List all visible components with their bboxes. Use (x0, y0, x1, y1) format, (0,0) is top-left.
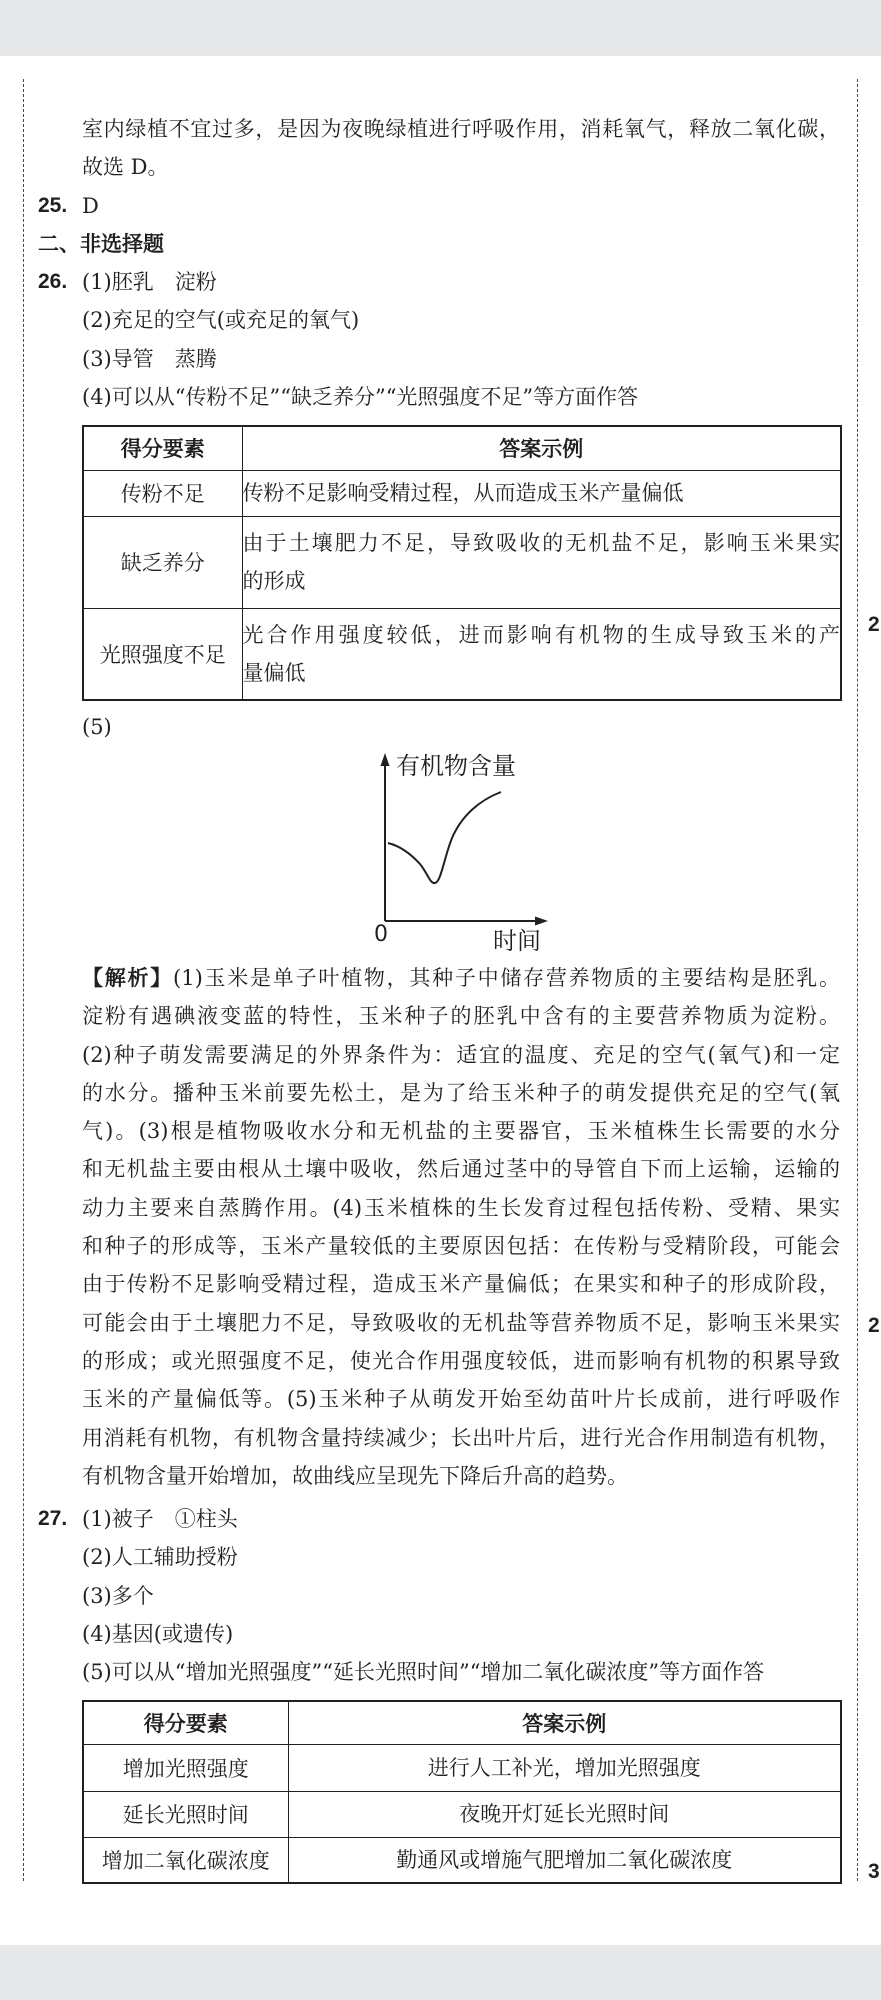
table-cell-line: 传粉不足影响受精过程，从而造成玉米产量偏低 (242, 481, 684, 505)
analysis-line: 玉米的产量偏低等。(5)玉米种子从萌发开始至幼苗叶片长成前，进行呼吸作 (82, 1387, 840, 1412)
graph-y-label: 有机物含量 (396, 752, 516, 780)
analysis-line (82, 959, 840, 997)
table-row (83, 608, 841, 700)
analysis-line-text: (1)玉米是单子叶植物，其种子中储存营养物质的主要结构是胚乳。 (173, 966, 840, 990)
answer-text: (5)可以从“增加光照强度”“延长光照时间”“增加二氧化碳浓度”等方面作答 (82, 1660, 765, 1685)
analysis-line: 气)。(3)根是植物吸收水分和无机盐的主要器官，玉米植株生长需要的水分 (82, 1119, 840, 1144)
table-header: 答案示例 (288, 1701, 841, 1744)
analysis-line: 和无机盐主要由根从土壤中吸收，然后通过茎中的导管自下而上运输，运输的 (82, 1157, 840, 1182)
analysis-line: 用消耗有机物，有机物含量持续减少；长出叶片后，进行光合作用制造有机物， (82, 1425, 840, 1450)
answer-text: D (82, 193, 99, 218)
right-column-divider (857, 79, 858, 1881)
left-column-divider (23, 79, 24, 1881)
answer-text: (3)导管 蒸腾 (82, 346, 217, 371)
table-cell-example: 勤通风或增施气肥增加二氧化碳浓度 (288, 1837, 841, 1883)
intro-text: 故选 D。 (82, 155, 169, 180)
section-heading (38, 225, 840, 263)
question-number: 26. (38, 270, 68, 294)
answer-text: (1)胚乳 淀粉 (82, 270, 217, 295)
scoring-table-27 (82, 1700, 842, 1884)
part-label: (5) (82, 715, 112, 739)
graph-origin-label: 0 (374, 922, 388, 947)
table-header: 答案示例 (242, 426, 841, 470)
edge-fragment: 3 (868, 1860, 880, 1883)
table-header: 得分要素 (83, 426, 242, 470)
table-header-row (83, 1701, 841, 1744)
answer-text: (4)可以从“传粉不足”“缺乏养分”“光照强度不足”等方面作答 (82, 385, 639, 410)
table-cell-factor: 增加二氧化碳浓度 (83, 1837, 288, 1883)
table-row (83, 1744, 841, 1791)
table-cell-line: 量偏低 (242, 660, 306, 685)
table-cell-line: 光合作用强度较低，进而影响有机物的生成导致玉米的产 (242, 622, 840, 647)
analysis-line: 可能会由于土壤肥力不足，导致吸收的无机盐等营养物质不足，影响玉米果实 (82, 1310, 840, 1335)
x-axis-arrow-icon (535, 917, 548, 926)
table-cell-factor: 延长光照时间 (83, 1791, 288, 1837)
analysis-line: 的形成；或光照强度不足，使光合作用强度较低，进而影响有机物的积累导致 (82, 1348, 840, 1373)
question-26-part (38, 263, 840, 301)
question-25 (38, 187, 840, 225)
analysis-line: 由于传粉不足影响受精过程，造成玉米产量偏低；在果实和种子的形成阶段， (82, 1272, 840, 1297)
table-cell-line: 的形成 (242, 569, 306, 593)
scoring-table-26 (82, 425, 842, 701)
question-27-part (38, 1615, 840, 1653)
question-number: 27. (38, 1507, 68, 1530)
table-cell-line: 由于土壤肥力不足，导致吸收的无机盐不足，影响玉米果实 (242, 531, 840, 555)
table-cell-example (242, 516, 841, 608)
answer-block-top (38, 110, 840, 416)
table-cell-example (242, 470, 841, 516)
analysis-tag: 【解析】 (82, 965, 174, 990)
analysis-line: 的水分。播种玉米前要先松土，是为了给玉米种子的萌发提供充足的空气(氧 (82, 1080, 840, 1105)
edge-fragment: 2 (868, 613, 880, 636)
question-27-part (38, 1653, 840, 1691)
analysis-line: 和种子的形成等，玉米产量较低的主要原因包括：在传粉与受精阶段，可能会 (82, 1234, 840, 1259)
table-row (83, 470, 841, 516)
part-5-label-block (82, 708, 182, 746)
analysis-line: 动力主要来自蒸腾作用。(4)玉米植株的生长发育过程包括传粉、受精、果实 (82, 1195, 840, 1220)
table-header-row (83, 426, 841, 470)
table-header: 得分要素 (83, 1701, 288, 1744)
bottom-scan-band (0, 1945, 881, 2000)
answer-text: (4)基因(或遗传) (82, 1621, 234, 1646)
y-axis-arrow-icon (381, 753, 390, 766)
table-cell-example (242, 608, 841, 700)
question-26-part (38, 378, 840, 416)
table-row (83, 1837, 841, 1883)
section-heading-text: 二、非选择题 (38, 230, 164, 256)
table-row (83, 516, 841, 608)
answer-text: (3)多个 (82, 1583, 154, 1608)
question-27-block (38, 1500, 840, 1691)
intro-line (38, 148, 840, 186)
table-cell-example: 进行人工补光，增加光照强度 (288, 1744, 841, 1791)
answer-text: (1)被子 ①柱头 (82, 1507, 238, 1531)
question-number: 25. (38, 193, 68, 217)
answer-text: (2)人工辅助授粉 (82, 1545, 238, 1570)
table-cell-factor: 光照强度不足 (83, 608, 242, 700)
analysis-line: 淀粉有遇碘液变蓝的特性，玉米种子的胚乳中含有的主要营养物质为淀粉。 (82, 1004, 840, 1029)
edge-fragment: 2 (868, 1314, 880, 1337)
intro-text: 室内绿植不宜过多，是因为夜晚绿植进行呼吸作用，消耗氧气，释放二氧化碳， (82, 117, 840, 141)
analysis-line: (2)种子萌发需要满足的外界条件为：适宜的温度、充足的空气(氧气)和一定 (82, 1042, 840, 1067)
organic-matter-curve (388, 792, 501, 883)
question-27-part (38, 1500, 840, 1538)
analysis-line: 有机物含量开始增加，故曲线应呈现先下降后升高的趋势。 (82, 1463, 628, 1488)
question-26-part (38, 301, 840, 339)
table-cell-factor: 增加光照强度 (83, 1744, 288, 1791)
table-row (83, 1791, 841, 1837)
answer-text: (2)充足的空气(或充足的氧气) (82, 308, 360, 333)
question-27-part (38, 1577, 840, 1615)
intro-line (38, 110, 840, 148)
question-26-part (38, 340, 840, 378)
question-27-part (38, 1538, 840, 1576)
table-cell-example: 夜晚开灯延长光照时间 (288, 1791, 841, 1837)
analysis-block (82, 959, 840, 1495)
graph-x-label: 时间 (493, 927, 541, 955)
top-scan-band (0, 0, 881, 56)
table-cell-factor: 传粉不足 (83, 470, 242, 516)
table-cell-factor: 缺乏养分 (83, 516, 242, 608)
